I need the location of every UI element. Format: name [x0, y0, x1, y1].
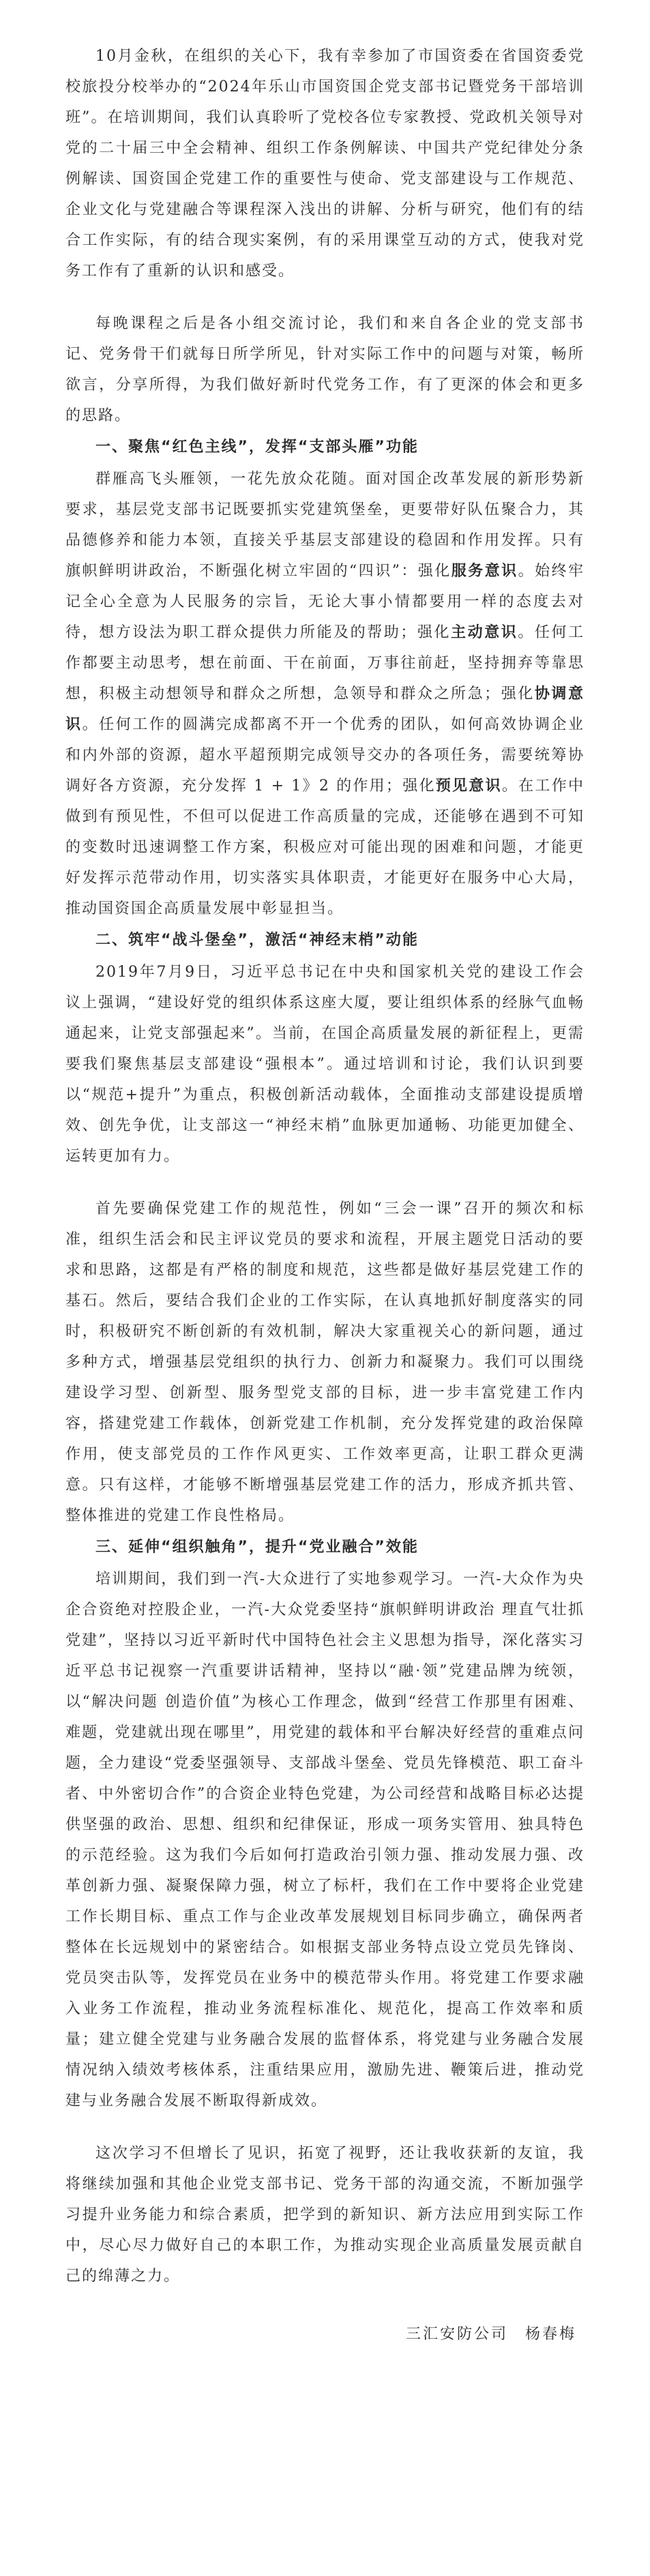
paragraph-discussion: 每晚课程之后是各小组交流讨论，我们和来自各企业的党支部书记、党务骨干们就每日所学所见，针对实际工作中的问题与对策，畅所欲言，分享所得，为我们做好新时代党务工作，有了更深的体会和更多的思路。	[65, 315, 585, 424]
paragraph-section-1-part-b: 。始终牢记全心全意为人民服务的宗旨，无论大事小情都要用一样的态度去对待，想方设法为职工群众提供力所能及的帮助；强化	[65, 563, 585, 641]
paragraph-section-1-part-d: 。任何工作的圆满完成都离不开一个优秀的团队，如何高效协调企业和内外部的资源，超水平超预期完成领导交办的各项任务，需要统筹协调好各方资源，充分发挥 1 + 1》2 的作用；强化	[65, 716, 585, 795]
section-heading-3: 三、延伸“组织触角”，提升“党业融合”效能	[95, 1539, 419, 1556]
keyword-initiative-awareness: 主动意识	[451, 624, 518, 641]
section-heading-2: 二、筑牢“战斗堡垒”，激活“神经末梢”动能	[95, 932, 419, 949]
paragraph-section-2-standards: 首先要确保党建工作的规范性，例如“三会一课”召开的频次和标准，组织生活会和民主评议党员的要求和流程，开展主题党日活动的要求和思路，这都是有严格的制度和规范，这些都是做好基层党建工作的基石。然后，要结合我们企业的工作实际，在认真地抓好制度落实的同时，积极研究不断创新的有效机制，解决大家重视关心的新问题，通过多种方式，增强基层党组织的执行力、创新力和凝聚力。我们可以围绕建设学习型、创新型、服务型党支部的目标，进一步丰富党建工作内容，搭建党建工作载体，创新党建工作机制，充分发挥党建的政治保障作用，使支部党员的工作作风更实、工作效率更高，让职工群众更满意。只有这样，才能够不断增强基层党建工作的活力，形成齐抓共管、整体推进的党建工作良性格局。	[65, 1200, 585, 1524]
paragraph-section-1-part-e: 。在工作中做到有预见性，不但可以促进工作高质量的完成，还能够在遇到不可知的变数时迅速调整工作方案，积极应对可能出现的困难和问题，才能更好发挥示范带动作用，切实落实具体职责，才能更好在服务中心大局，推动国资国企高质量发展中彰显担当。	[65, 778, 585, 917]
article-body	[65, 41, 585, 2365]
keyword-service-awareness: 服务意识	[451, 563, 518, 580]
keyword-coordination-awareness: 协调意识	[65, 685, 585, 733]
paragraph-section-3: 培训期间，我们到一汽-大众进行了实地参观学习。一汽-大众作为央企合资绝对控股企业，一汽-大众党委坚持“旗帜鲜明讲政治 理直气壮抓党建”，坚持以习近平新时代中国特色社会主义思想为指导，深化落实习近平总书记视察一汽重要讲话精神，坚持以“融·领”党建品牌为统领，以“解决问题 创造价值”为核心工作理念，做到“经营工作那里有困难、难题，党建就出现在哪里”，用党建的载体和平台解决好经营的重难点问题，全力建设“党委坚强领导、支部战斗堡垒、党员先锋模范、职工奋斗者、中外密切合作”的合资企业特色党建，为公司经营和战略目标必达提供坚强的政治、思想、组织和纪律保证，形成一项务实管用、独具特色的示范经验。这为我们今后如何打造政治引领力强、推动发展力强、改革创新力强、凝聚保障力强，树立了标杆，我们在工作中要将企业党建工作长期目标、重点工作与企业改革发展规划目标同步确立，确保两者整体在长远规划中的紧密结合。如根据支部业务特点设立党员先锋岗、党员突击队等，发挥党员在业务中的模范带头作用。将党建工作要求融入业务工作流程，推动业务流程标准化、规范化，提高工作效率和质量；建立健全党建与业务融合发展的监督体系，将党建与业务融合发展情况纳入绩效考核体系，注重结果应用，激励先进、鞭策后进，推动党建与业务融合发展不断取得新成效。	[65, 1571, 585, 2109]
paragraph-section-1	[65, 464, 585, 924]
author-signature: 三汇安防公司 杨春梅	[405, 2326, 576, 2343]
section-heading-1: 一、聚焦“红色主线”，发挥“支部头雁”功能	[95, 439, 419, 456]
paragraph-section-1-part-c: 。任何工作都要主动思考，想在前面、干在前面，万事往前赶，坚持拥弃等靠思想，积极主动想领导和群众之所想，急领导和群众之所急；强化	[65, 624, 585, 702]
paragraph-intro: 10月金秋，在组织的关心下，我有幸参加了市国资委在省国资委党校旅投分校举办的“2024年乐山市国资国企党支部书记暨党务干部培训班”。在培训期间，我们认真聆听了党校各位专家教授、党政机关领导对党的二十届三中全会精神、组织工作条例解读、中国共产党纪律处分条例解读、国资国企党建工作的重要性与使命、党支部建设与工作规范、企业文化与党建融合等课程深入浅出的讲解、分析与研究，他们有的结合工作实际，有的结合现实案例，有的采用课堂互动的方式，使我对党务工作有了重新的认识和感受。	[65, 48, 585, 280]
paragraph-section-1-part-a: 群雁高飞头雁领，一花先放众花随。面对国企改革发展的新形势新要求，基层党支部书记既要抓实党建筑堡垒，更要带好队伍聚合力，其品德修养和能力本领，直接关乎基层支部建设的稳固和作用发挥。只有旗帜鲜明讲政治，不断强化树立牢固的“四识”：强化	[65, 471, 585, 580]
paragraph-section-2-quote: 2019年7月9日，习近平总书记在中央和国家机关党的建设工作会议上强调，“建设好党的组织体系这座大厦，要让组织体系的经脉气血畅通起来，让党支部强起来”。当前，在国企高质量发展的新征程上，更需要我们聚焦基层支部建设“强根本”。通过培训和讨论，我们认识到要以“规范+提升”为重点，积极创新活动载体，全面推动支部建设提质增效、创先争优，让支部这一“神经末梢”血脉更加通畅、功能更加健全、运转更加有力。	[65, 964, 585, 1165]
paragraph-conclusion: 这次学习不但增长了见识，拓宽了视野，还让我收获新的友谊，我将继续加强和其他企业党支部书记、党务干部的沟通交流，不断加强学习提升业务能力和综合素质，把学到的新知识、新方法应用到实际工作中，尽心尽力做好自己的本职工作，为推动实现企业高质量发展贡献自己的绵薄之力。	[65, 2145, 585, 2285]
keyword-foresight-awareness: 预见意识	[435, 778, 502, 795]
